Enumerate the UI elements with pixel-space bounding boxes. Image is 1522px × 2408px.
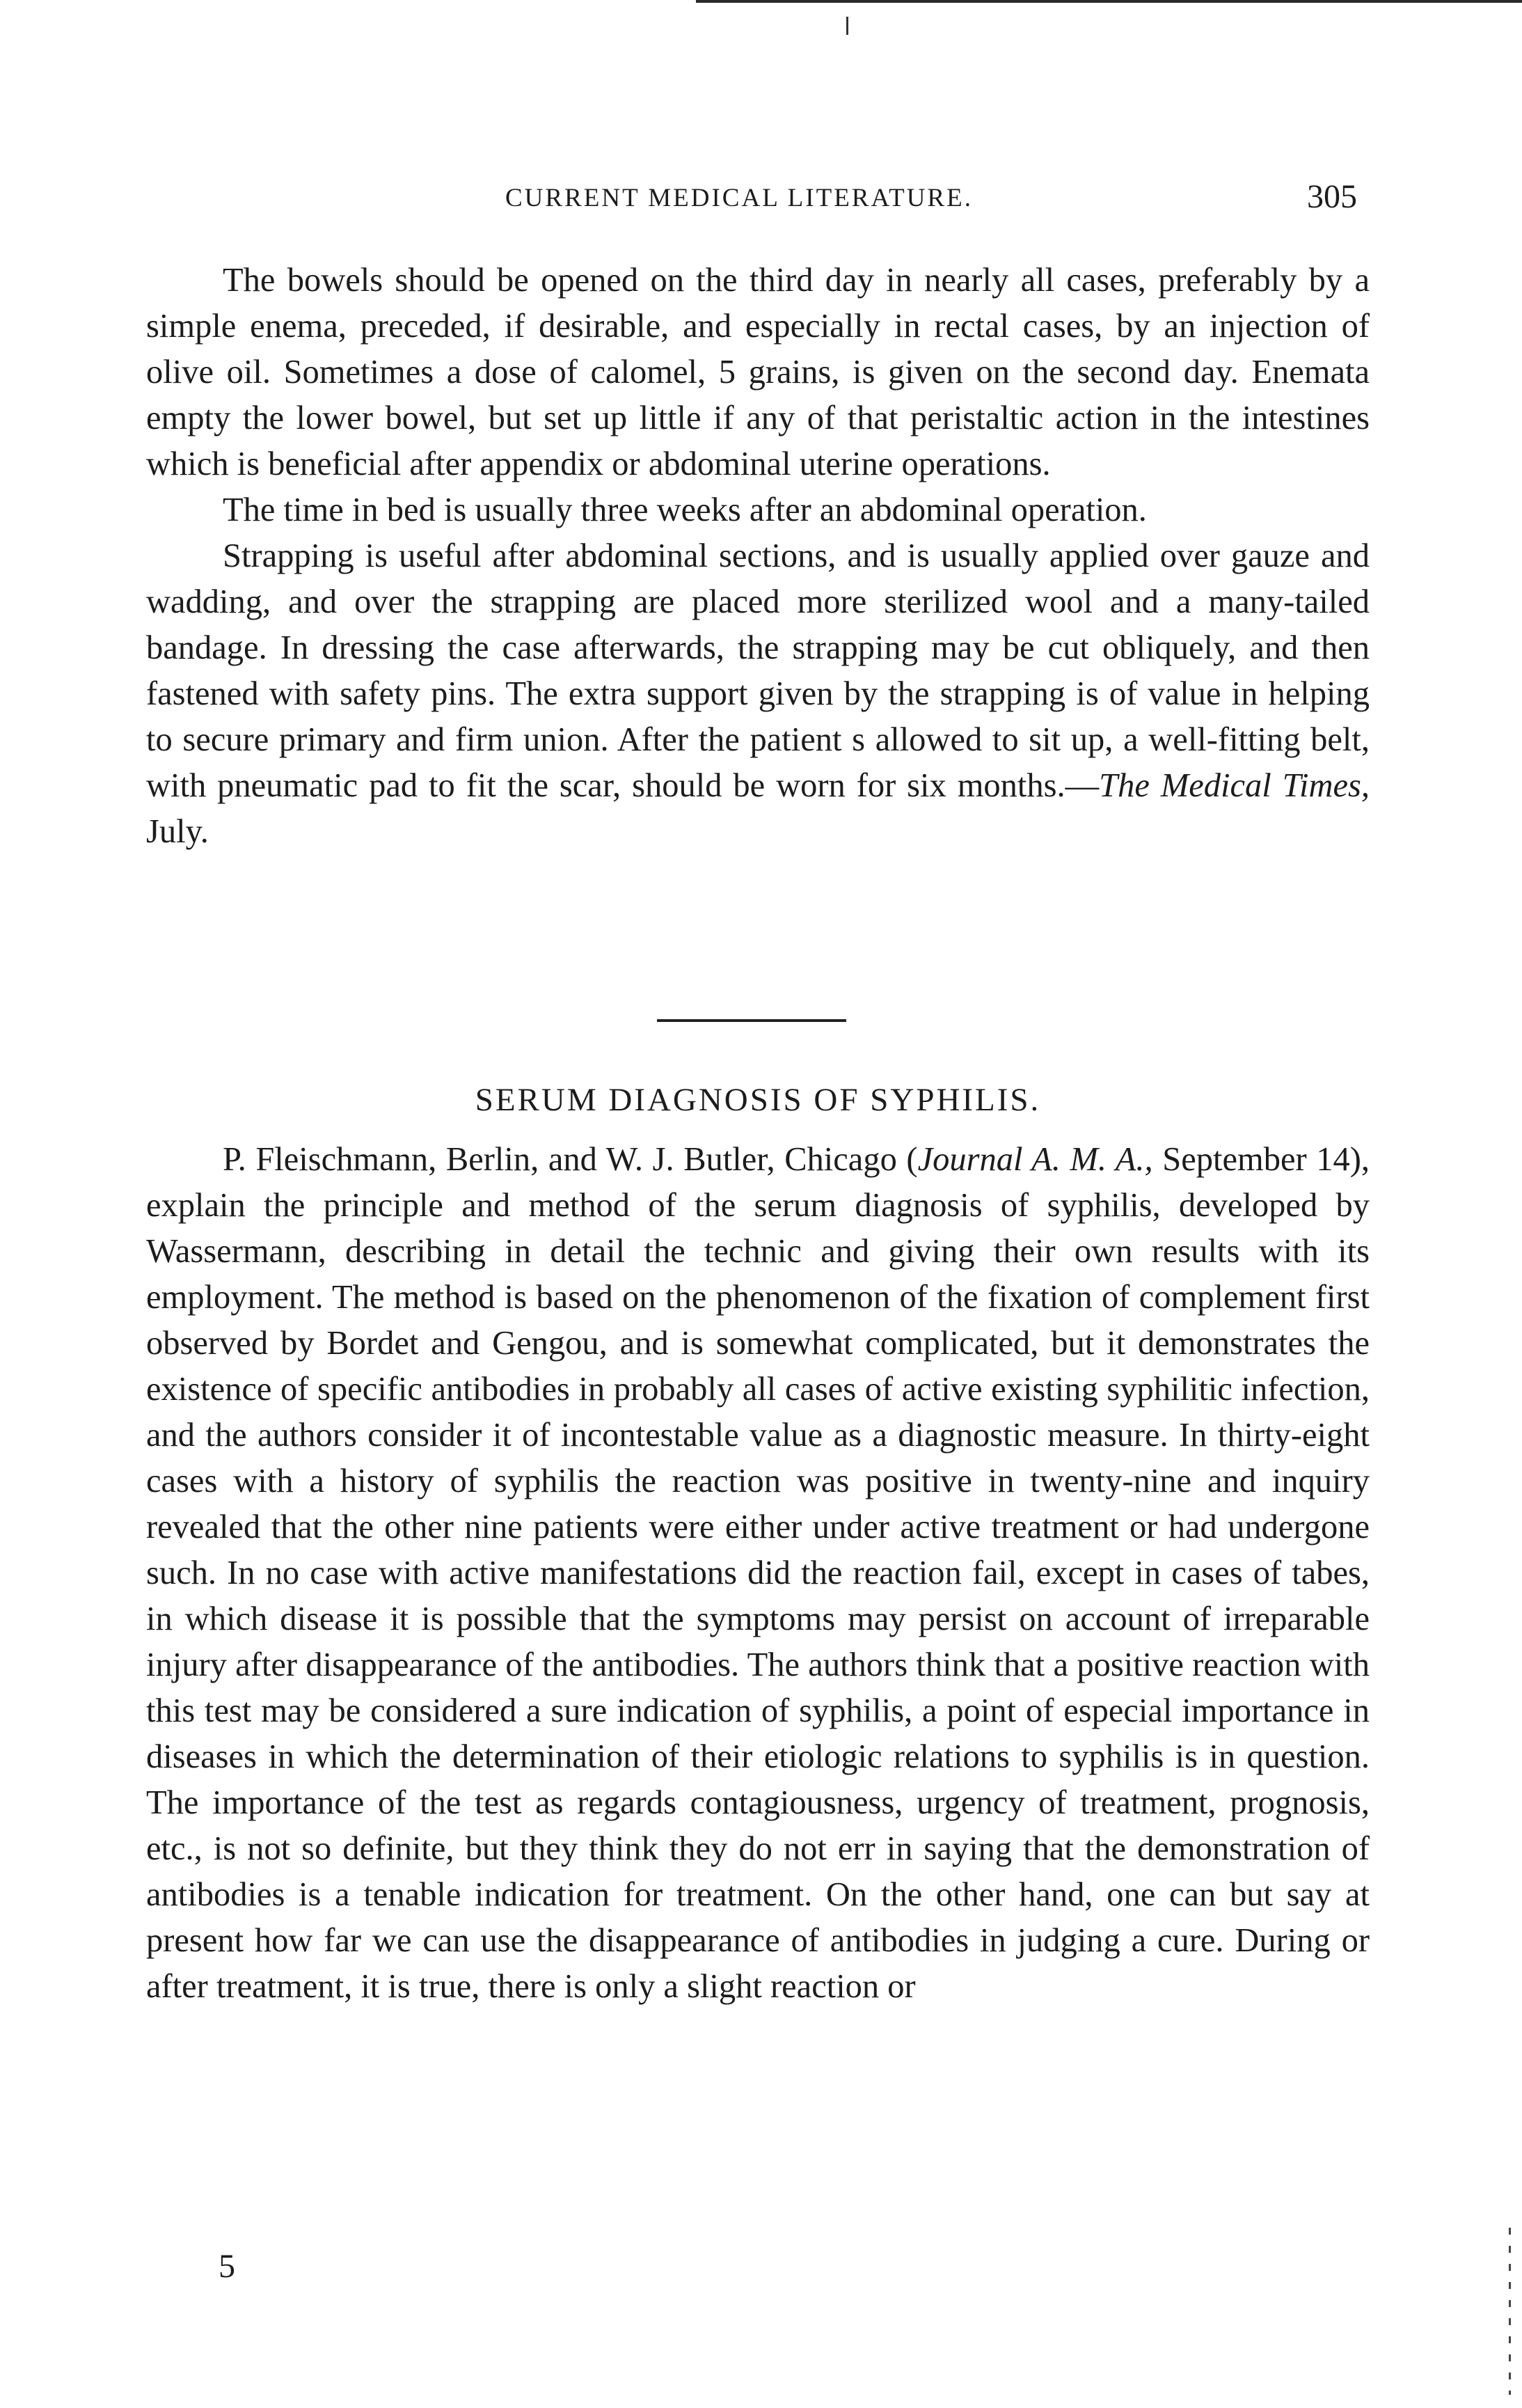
journal-citation: Journal A. M. A., <box>917 1141 1153 1178</box>
source-citation: The Medical Times, <box>1099 767 1370 804</box>
section-separator <box>657 1019 846 1022</box>
source-date: July. <box>146 813 209 850</box>
running-title: CURRENT MEDICAL LITERATURE. <box>505 184 973 212</box>
paragraph-text: Strapping is useful after abdominal sections, and is usually applied over gauze and wadding, and over the strapping are placed more sterilized wool and a many-tailed bandage. In dressing the case afterwards, the strapping may be cut obliquely, and then fastened with safety pins. The extra support given by the strapping is of value in helping to secure primary and firm union. After the patient s allowed to sit up, a well-fitting belt, with pneumatic pad to fit the scar, should be worn for six months.— <box>146 537 1370 804</box>
paragraph <box>146 1137 1370 2010</box>
article-postoperative-care <box>146 258 1370 855</box>
article-serum-diagnosis <box>146 1137 1370 2010</box>
paragraph-body: September 14), explain the principle and method of the serum diagnosis of syphilis, developed by Wassermann, describing in detail the technic and giving their own results with its employment. The method is based on the phenomenon of the fixation of complement first observed by Bordet and Gengou, and is somewhat complicated, but it demonstrates the existence of specific antibodies in probably all cases of active existing syphilitic infection, and the authors consider it of incontestable value as a diagnostic measure. In thirty-eight cases with a history of syphilis the reaction was positive in twenty-nine and inquiry revealed that the other nine patients were either under active treatment or had undergone such. In no case with active manifestations did the reaction fail, except in cases of tabes, in which disease it is possible that the symptoms may persist on account of irreparable injury after disappearance of the antibodies. The authors think that a positive reaction with this test may be considered a sure indication of syphilis, a point of especial importance in diseases in which the determination of their etiologic relations to syphilis is in question. The importance of the test as regards contagiousness, urgency of treatment, prognosis, etc., is not so definite, but they think they do not err in saying that the demonstration of antibodies is a tenable indication for treatment. On the other hand, one can but say at present how far we can use the disappearance of antibodies in judging a cure. During or after treatment, it is true, there is only a slight reaction or <box>146 1141 1370 2005</box>
paragraph: The time in bed is usually three weeks after an abdominal operation. <box>223 491 1147 528</box>
margin-dash-marks <box>1509 2228 1511 2395</box>
running-head <box>146 178 1370 219</box>
paragraph: The bowels should be opened on the third day in nearly all cases, preferably by a simple enema, preceded, if desirable, and especially in rectal cases, by an injection of olive oil. Sometimes a dose of calomel, 5 grains, is given on the second day. Enemata empty the lower bowel, but set up little if any of that peristaltic action in the intestines which is beneficial after appendix or abdominal uterine operations. <box>146 262 1370 482</box>
top-edge-mark <box>846 17 848 35</box>
paragraph-lead: P. Fleischmann, Berlin, and W. J. Butler, Chicago ( <box>223 1141 918 1178</box>
paragraph-with-source <box>146 533 1370 855</box>
signature-mark: 5 <box>219 2248 235 2285</box>
section-title: SERUM DIAGNOSIS OF SYPHILIS. <box>475 1082 1041 1118</box>
top-edge-rule <box>696 0 1522 3</box>
page-number: 305 <box>1307 178 1357 215</box>
